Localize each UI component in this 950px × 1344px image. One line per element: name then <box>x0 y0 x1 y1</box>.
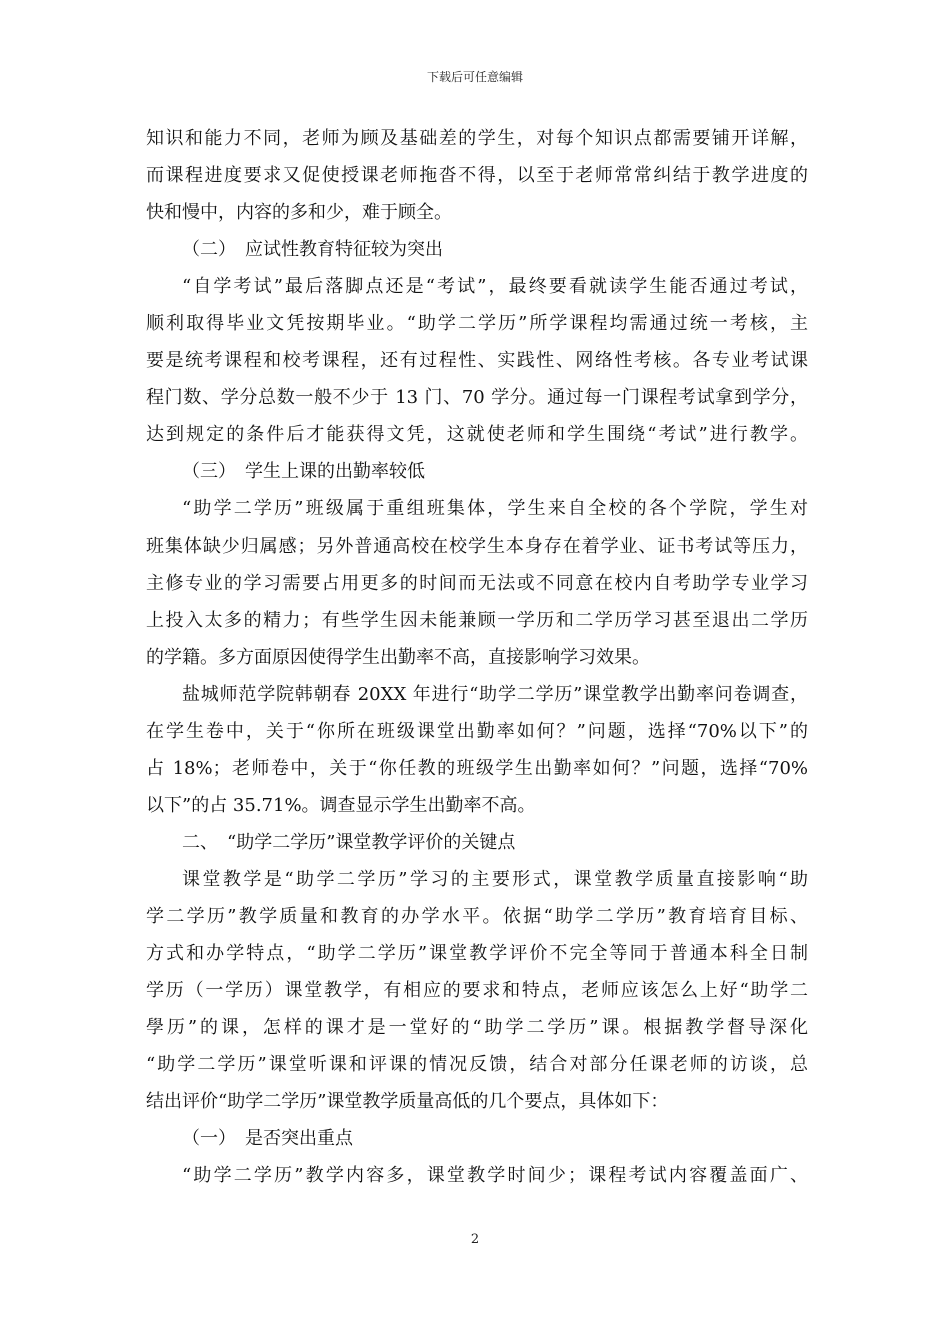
paragraph-line: 程门数、学分总数一般不少于 13 门、70 学分。通过每一门课程考试拿到学分， <box>146 387 808 409</box>
paragraph-line: 要是统考课程和校考课程，还有过程性、实践性、网络性考核。各专业考试课 <box>146 350 808 372</box>
paragraph-line: “助学二学历”课堂听课和评课的情况反馈，结合对部分任课老师的访谈，总 <box>146 1054 808 1076</box>
paragraph-line: 班集体缺少归属感；另外普通高校在校学生本身存在着学业、证书考试等压力， <box>146 535 808 557</box>
paragraph-line: （三） 学生上课的出勤率较低 <box>182 461 425 483</box>
paragraph-line: 二、 “助学二学历”课堂教学评价的关键点 <box>182 831 516 853</box>
paragraph-line: （二） 应试性教育特征较为突出 <box>182 239 443 261</box>
paragraph-line: 学历（一学历）课堂教学，有相应的要求和特点，老师应该怎么上好“助学二 <box>146 980 808 1002</box>
paragraph-line: 方式和办学特点，“助学二学历”课堂教学评价不完全等同于普通本科全日制 <box>146 943 808 965</box>
paragraph-line: 以下”的占 35.71%。调查显示学生出勤率不高。 <box>146 794 536 816</box>
paragraph-line: 而课程进度要求又促使授课老师拖沓不得，以至于老师常常纠结于教学进度的 <box>146 165 808 187</box>
paragraph-line: 结出评价“助学二学历”课堂教学质量高低的几个要点，具体如下： <box>146 1091 669 1113</box>
paragraph-line: “助学二学历”班级属于重组班集体，学生来自全校的各个学院，学生对 <box>182 498 808 520</box>
paragraph-line: 学二学历”教学质量和教育的办学水平。依据“助学二学历”教育培育目标、 <box>146 905 808 927</box>
paragraph-line: 快和慢中，内容的多和少，难于顾全。 <box>146 202 452 224</box>
paragraph-line: 上投入太多的精力；有些学生因未能兼顾一学历和二学历学习甚至退出二学历 <box>146 609 808 631</box>
paragraph-line: “自学考试”最后落脚点还是“考试”，最终要看就读学生能否通过考试， <box>182 276 808 298</box>
paragraph-line: 在学生卷中，关于“你所在班级课堂出勤率如何？”问题，选择“70%以下”的 <box>146 720 808 742</box>
paragraph-line: 课堂教学是“助学二学历”学习的主要形式，课堂教学质量直接影响“助 <box>182 868 808 890</box>
paragraph-line: 知识和能力不同，老师为顾及基础差的学生，对每个知识点都需要铺开详解， <box>146 128 808 149</box>
paragraph-line: 达到规定的条件后才能获得文凭，这就使老师和学生围绕“考试”进行教学。 <box>146 424 808 446</box>
paragraph-line: 主修专业的学习需要占用更多的时间而无法或不同意在校内自考助学专业学习 <box>146 572 808 594</box>
page-number: 2 <box>470 1232 480 1247</box>
paragraph-line: 顺利取得毕业文凭按期毕业。“助学二学历”所学课程均需通过统一考核，主 <box>146 313 808 335</box>
document-body <box>146 120 808 1194</box>
paragraph-line: （一） 是否突出重点 <box>182 1128 353 1150</box>
paragraph-line: “助学二学历”教学内容多，课堂教学时间少；课程考试内容覆盖面广、 <box>182 1165 808 1187</box>
paragraph-line: 的学籍。多方面原因使得学生出勤率不高，直接影响学习效果。 <box>146 646 650 668</box>
paragraph-line: 學历”的课，怎样的课才是一堂好的“助学二学历”课。根据教学督导深化 <box>146 1017 808 1039</box>
paragraph-line: 盐城师范学院韩朝春 20XX 年进行“助学二学历”课堂教学出勤率问卷调查， <box>182 683 808 705</box>
paragraph-line: 占 18%；老师卷中，关于“你任教的班级学生出勤率如何？”问题，选择“70% <box>146 757 808 779</box>
page-header: 下载后可任意编辑 <box>426 70 523 84</box>
